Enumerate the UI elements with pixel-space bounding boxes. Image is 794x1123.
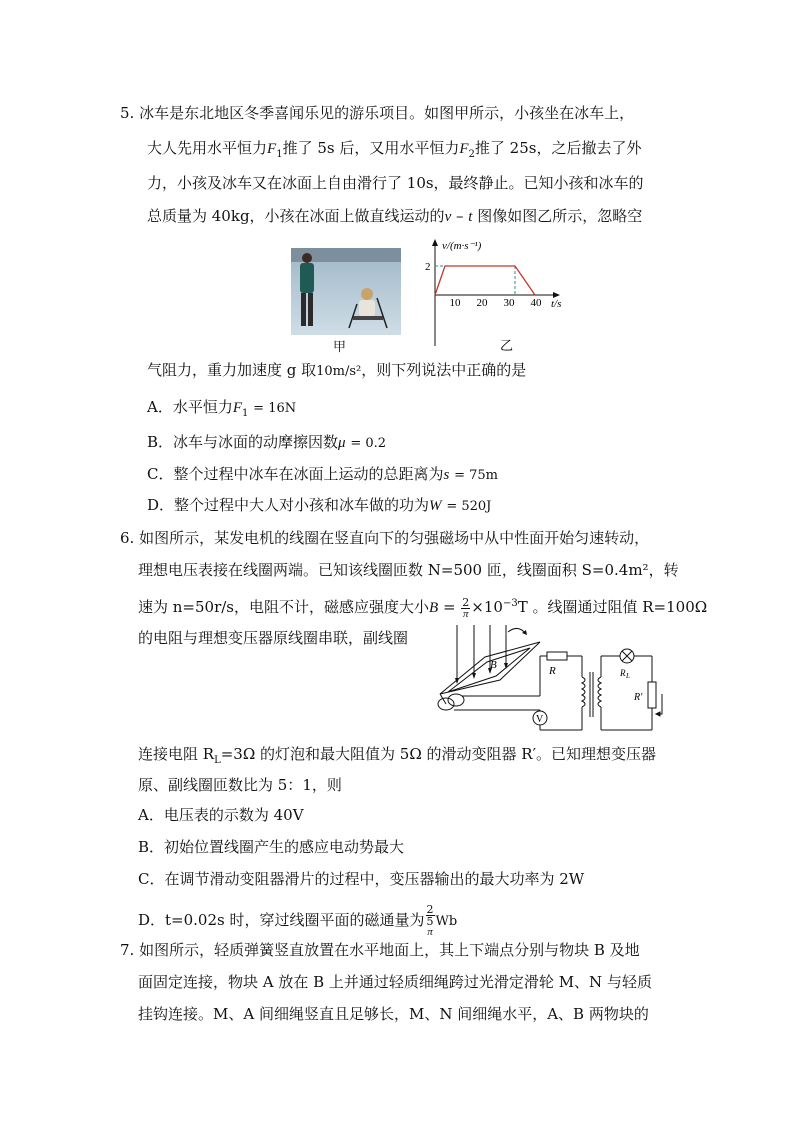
q7-number: 7.: [120, 941, 135, 959]
graph-tick-x40: 40: [530, 297, 542, 309]
figure-yi-label: 乙: [500, 338, 514, 353]
generator-transformer-circuit: [430, 622, 690, 740]
graph-tick-y2: 2: [425, 261, 431, 273]
q6-line-3: 速为 n=50r/s，电阻不计，磁感应强度大小B = $\frac{2}{\pi}$ $\times 10^{-3}T$ 。线圈通过阻值 R=100Ω: [138, 595, 708, 620]
field-label-b: B: [490, 659, 497, 671]
q6-line-1: 6. 如图所示，某发电机的线圈在竖直向下的匀强磁场中从中性面开始匀速转动，: [120, 529, 650, 547]
resistor-label-r: R: [549, 665, 556, 677]
q6-line-6: 原、副线圈匝数比为 5：1，则: [138, 776, 342, 794]
q6-line-4: 的电阻与理想变压器原线圈串联，副线圈: [138, 629, 409, 647]
q7-line-1: 7. 如图所示，轻质弹簧竖直放置在水平地面上，其上下端点分别与物块 B 及地: [120, 941, 640, 959]
rheostat-label: R′: [634, 692, 643, 703]
graph-tick-x30: 30: [503, 297, 515, 309]
q5-line-2: 大人先用水平恒力$F_1$推了 5s 后，又用水平恒力$F_2$推了 25s，之后撤去了外: [147, 139, 642, 160]
graph-tick-x10: 10: [449, 297, 461, 309]
vt-line: [435, 266, 535, 295]
lamp-label-sub: L: [626, 672, 630, 680]
q6-line-5: 连接电阻 $R_L=3\Omega$ 的灯泡和最大阻值为 5Ω 的滑动变阻器 R′。已知理想变压器: [138, 745, 657, 766]
q7-line-2: 面固定连接，物块 A 放在 B 上并通过轻质细绳跨过光滑定滑轮 M、N 与轻质: [138, 973, 652, 991]
vt-graph: [420, 236, 570, 356]
ice-sled-photo: [291, 248, 401, 335]
q6-option-b: B．初始位置线圈产生的感应电动势最大: [138, 838, 405, 856]
graph-ylabel: v/(m·s⁻¹): [442, 240, 482, 252]
graph-xlabel: t/s: [551, 298, 562, 310]
q6-line-2: 理想电压表接在线圈两端。已知该线圈匝数 N=500 匝，线圈面积 S=0.4m²，转: [138, 561, 679, 579]
q5-option-d: D．整个过程中大人对小孩和冰车做的功为W = 520J: [147, 496, 492, 514]
q7-line-3: 挂钩连接。M、A 间细绳竖直且足够长，M、N 间细绳水平，A、B 两物块的: [138, 1005, 649, 1023]
q6-option-a: A．电压表的示数为 40V: [138, 806, 304, 824]
q5-option-b: B．冰车与冰面的动摩擦因数μ = 0.2: [147, 433, 387, 451]
q6-option-c: C．在调节滑动变阻器滑片的过程中，变压器输出的最大功率为 2W: [138, 870, 585, 888]
q6-option-d: D．t=0.02s 时，穿过线圈平面的磁通量为 2 5 π Wb: [138, 903, 458, 938]
q5-option-c: C．整个过程中冰车在冰面上运动的总距离为s = 75m: [147, 465, 499, 483]
graph-tick-x20: 20: [476, 297, 488, 309]
lamp-label-r: R: [620, 668, 626, 678]
voltmeter-label: V: [536, 714, 544, 725]
q5-line-3: 力，小孩及冰车又在冰面上自由滑行了 10s，最终静止。已知小孩和冰车的: [147, 174, 644, 192]
q6-number: 6.: [120, 529, 135, 547]
q5-line-1: 5. 冰车是东北地区冬季喜闻乐见的游乐项目。如图甲所示，小孩坐在冰车上，: [120, 104, 635, 122]
q5-option-a: A．水平恒力$F_1 = 16N$: [147, 398, 297, 419]
q5-line-4: 总质量为 40kg，小孩在冰面上做直线运动的v – t 图像如图乙所示，忽略空: [147, 207, 643, 225]
q5-line-5: 气阻力，重力加速度 g 取10m/s²，则下列说法中正确的是: [147, 361, 527, 379]
q5-number: 5.: [120, 104, 135, 122]
figure-jia-label: 甲: [333, 340, 347, 355]
